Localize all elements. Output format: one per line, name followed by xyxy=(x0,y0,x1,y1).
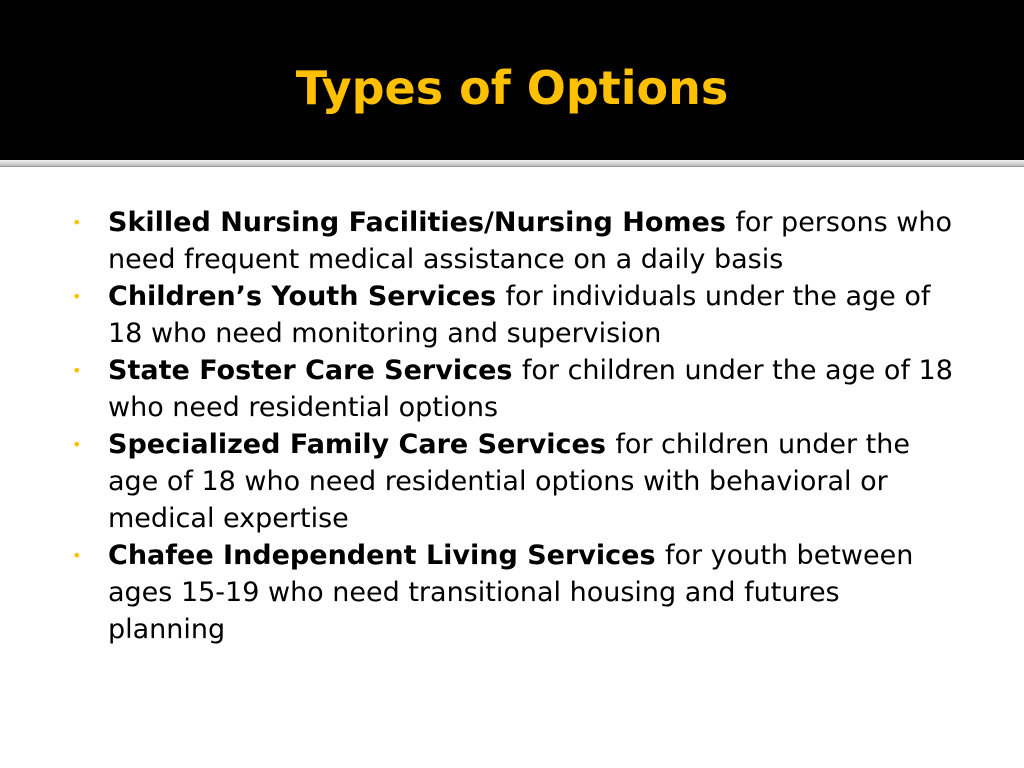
list-item xyxy=(72,204,962,278)
list-item xyxy=(72,537,962,648)
item-term: Specialized Family Care Services xyxy=(108,429,616,460)
bullet-icon: • xyxy=(72,213,82,232)
bullet-icon: • xyxy=(72,361,82,380)
list-item xyxy=(72,352,962,426)
list-item xyxy=(72,278,962,352)
bullet-icon: • xyxy=(72,435,82,454)
title-divider xyxy=(0,160,1024,167)
slide-title: Types of Options xyxy=(295,61,729,115)
slide-content xyxy=(72,204,962,648)
item-description: for individuals under the age of 18 who need monitoring and supervision xyxy=(108,281,931,349)
item-description: for children under the age of 18 who need residential options with behavioral or medical expertise xyxy=(108,429,910,534)
item-term: State Foster Care Services xyxy=(108,355,522,386)
item-description: for children under the age of 18 who need residential options xyxy=(108,355,953,423)
item-term: Chafee Independent Living Services xyxy=(108,540,665,571)
item-term: Children’s Youth Services xyxy=(108,281,506,312)
item-description: for persons who need frequent medical assistance on a daily basis xyxy=(108,207,952,275)
bullet-list xyxy=(72,204,962,648)
bullet-icon: • xyxy=(72,546,82,565)
item-term: Skilled Nursing Facilities/Nursing Homes xyxy=(108,207,736,238)
list-item xyxy=(72,426,962,537)
item-description: for youth between ages 15-19 who need transitional housing and futures planning xyxy=(108,540,914,645)
bullet-icon: • xyxy=(72,287,82,306)
